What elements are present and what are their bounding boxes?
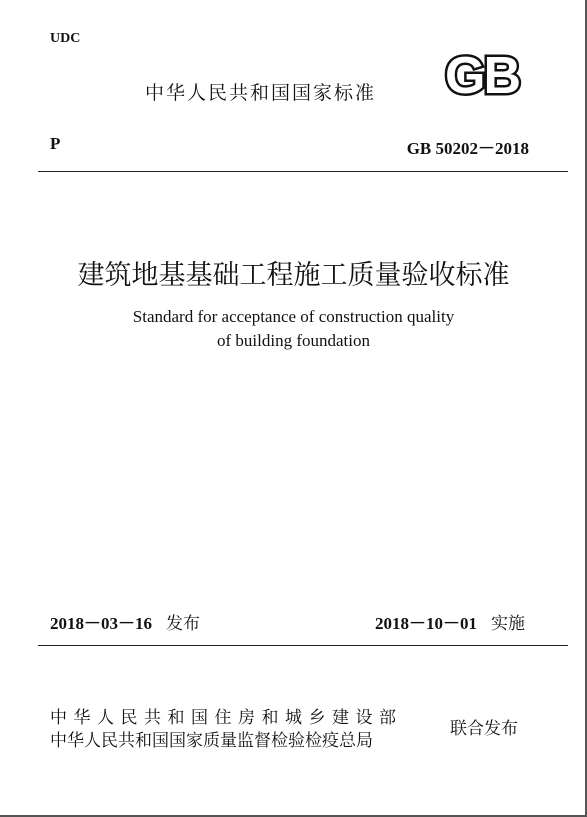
standard-number: GB 50202－2018 — [406, 139, 529, 158]
top-divider — [38, 171, 568, 172]
joint-issue-label: 联合发布 — [450, 719, 518, 739]
bottom-divider — [38, 645, 568, 646]
national-standard-label: 中华人民共和国国家标准 — [145, 82, 377, 104]
gb-logo — [432, 48, 532, 100]
title-english-line1: Standard for acceptance of construction quality — [132, 307, 455, 326]
title-english-line2: of building foundation — [217, 331, 370, 350]
title-english — [0, 305, 587, 353]
implement-date: 2018－10－01 — [375, 614, 477, 633]
issue-date-block — [50, 609, 200, 634]
gb-logo-text: GB — [445, 48, 519, 100]
implement-date-block — [375, 609, 525, 634]
udc-label: UDC — [50, 31, 81, 46]
implement-label: 实施 — [491, 614, 525, 634]
title-chinese: 建筑地基基础工程施工质量验收标准 — [77, 260, 510, 291]
issuer-administration: 中华人民共和国国家质量监督检验检疫总局 — [50, 731, 373, 751]
category-code: P — [50, 134, 61, 153]
issue-date: 2018－03－16 — [50, 614, 152, 633]
issue-label: 发布 — [166, 614, 200, 634]
issuer-ministry: 中华人民共和国住房和城乡建设部 — [50, 708, 403, 728]
